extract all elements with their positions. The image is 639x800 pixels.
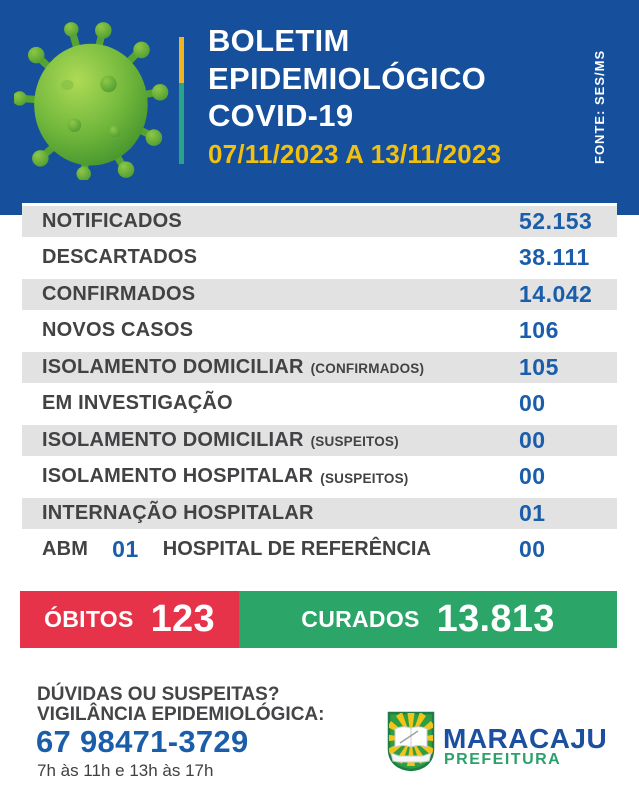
maracaju-prefeitura-logo xyxy=(385,711,617,773)
stat-label-qualifier: (SUSPEITOS) xyxy=(310,434,399,450)
stat-value: 00 xyxy=(519,426,546,453)
logo-org-name: PREFEITURA xyxy=(444,751,562,768)
stat-value: 106 xyxy=(519,317,559,344)
stat-value: 00 xyxy=(519,463,546,490)
period-date-range: 07/11/2023 A 13/11/2023 xyxy=(208,138,502,169)
stat-label-qualifier: (CONFIRMADOS) xyxy=(310,361,425,377)
deaths-label: ÓBITOS xyxy=(44,606,134,632)
deaths-value: 123 xyxy=(150,598,215,640)
accent-teal-segment xyxy=(179,83,184,164)
stat-value: 52.153 xyxy=(519,207,593,234)
title-line-3: COVID-19 xyxy=(208,98,354,133)
title-accent-bar xyxy=(179,37,184,164)
stat-label: DESCARTADOS xyxy=(42,246,198,269)
title-line-2: EPIDEMIOLÓGICO xyxy=(208,60,487,96)
accent-yellow-segment xyxy=(179,37,184,83)
footer-question: DÚVIDAS OU SUSPEITAS? xyxy=(37,684,280,705)
table-row xyxy=(22,349,617,386)
table-row xyxy=(22,276,617,313)
recovered-box xyxy=(239,591,617,648)
table-row xyxy=(22,422,617,459)
stat-label: NOVOS CASOS xyxy=(42,319,194,342)
stat-label: ISOLAMENTO DOMICILIAR xyxy=(42,355,304,378)
table-row xyxy=(22,386,617,423)
stat-value: 00 xyxy=(519,390,546,417)
title-block xyxy=(208,22,501,170)
coronavirus-icon xyxy=(14,20,172,180)
footer xyxy=(0,648,639,800)
stat-label: ISOLAMENTO HOSPITALAR xyxy=(42,465,314,488)
table-row xyxy=(22,459,617,496)
stat-label-qualifier: (SUSPEITOS) xyxy=(320,470,409,486)
recovered-label: CURADOS xyxy=(301,606,420,632)
stat-value: 105 xyxy=(519,353,559,380)
maracaju-crest-icon xyxy=(385,711,437,772)
stat-label: ISOLAMENTO DOMICILIAR xyxy=(42,428,304,451)
deaths-box xyxy=(20,591,239,648)
table-row xyxy=(22,495,617,532)
table-row-abm xyxy=(22,532,617,569)
footer-department: VIGILÂNCIA EPIDEMIOLÓGICA: xyxy=(37,704,325,725)
stat-value: 14.042 xyxy=(519,280,593,307)
table-row xyxy=(22,313,617,350)
stat-value: 00 xyxy=(519,536,546,563)
stat-inline-value: 01 xyxy=(112,536,139,563)
header-banner xyxy=(0,0,639,215)
stat-label: CONFIRMADOS xyxy=(42,282,196,305)
table-row xyxy=(22,203,617,240)
stat-label: EM INVESTIGAÇÃO xyxy=(42,392,233,415)
stat-label: NOTIFICADOS xyxy=(42,209,182,232)
stat-value: 01 xyxy=(519,499,546,526)
stat-value: 38.111 xyxy=(519,244,590,271)
source-credit: FONTE: SES/MS xyxy=(592,49,607,164)
stats-table xyxy=(22,203,617,568)
recovered-value: 13.813 xyxy=(436,598,555,640)
logo-city-name: MARACAJU xyxy=(443,723,608,754)
footer-phone-number: 67 98471-3729 xyxy=(36,724,249,759)
stat-label: INTERNAÇÃO HOSPITALAR xyxy=(42,501,314,524)
footer-hours: 7h às 11h e 13h às 17h xyxy=(37,761,214,780)
stat-label: ABM xyxy=(42,538,89,561)
table-row xyxy=(22,240,617,277)
highlight-bar xyxy=(20,591,617,648)
stat-label-secondary: HOSPITAL DE REFERÊNCIA xyxy=(162,538,431,561)
title-line-1: BOLETIM xyxy=(208,23,350,58)
